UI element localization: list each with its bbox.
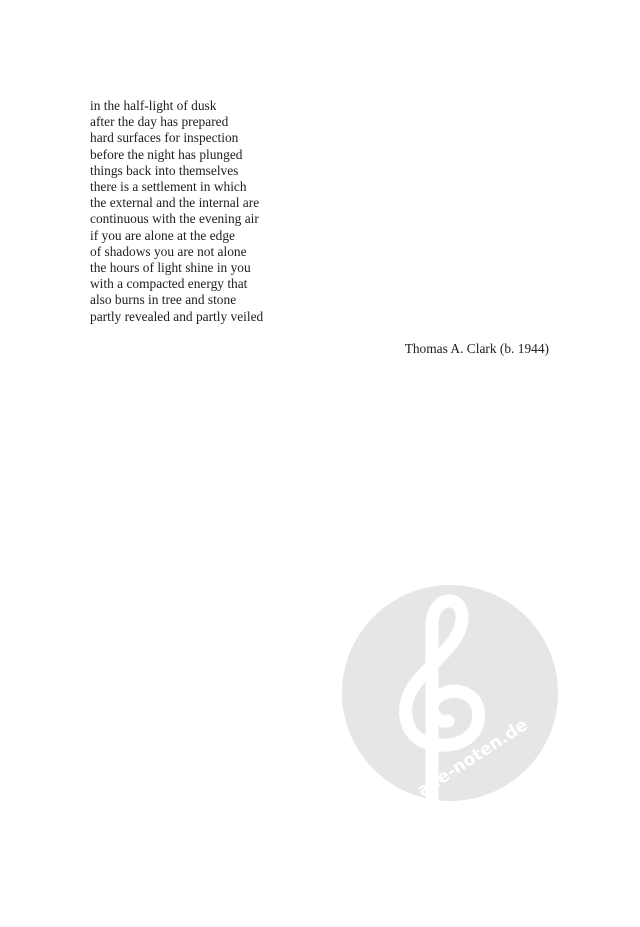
poem-line: the external and the internal are [90,195,260,211]
poem-line: if you are alone at the edge [90,227,235,243]
poem-line: also burns in tree and stone [90,292,237,308]
poem-line: with a compacted energy that [90,276,248,292]
poem-attribution: Thomas A. Clark (b. 1944) [404,341,549,356]
poem-text [90,98,263,325]
poem-line: things back into themselves [90,162,239,178]
poem-line: before the night has plunged [90,146,243,162]
poem-line: after the day has prepared [90,114,229,130]
watermark-text: alle-noten.de [413,715,532,801]
poem-line: of shadows you are not alone [90,243,247,259]
poem-line: the hours of light shine in you [90,260,251,276]
poem-line: partly revealed and partly veiled [90,308,264,324]
watermark [342,585,558,801]
treble-clef-icon [342,585,558,801]
poem-line: continuous with the evening air [90,211,259,227]
poem-line: in the half-light of dusk [90,98,217,113]
poem-line: there is a settlement in which [90,179,247,195]
poem-line: hard surfaces for inspection [90,130,239,146]
